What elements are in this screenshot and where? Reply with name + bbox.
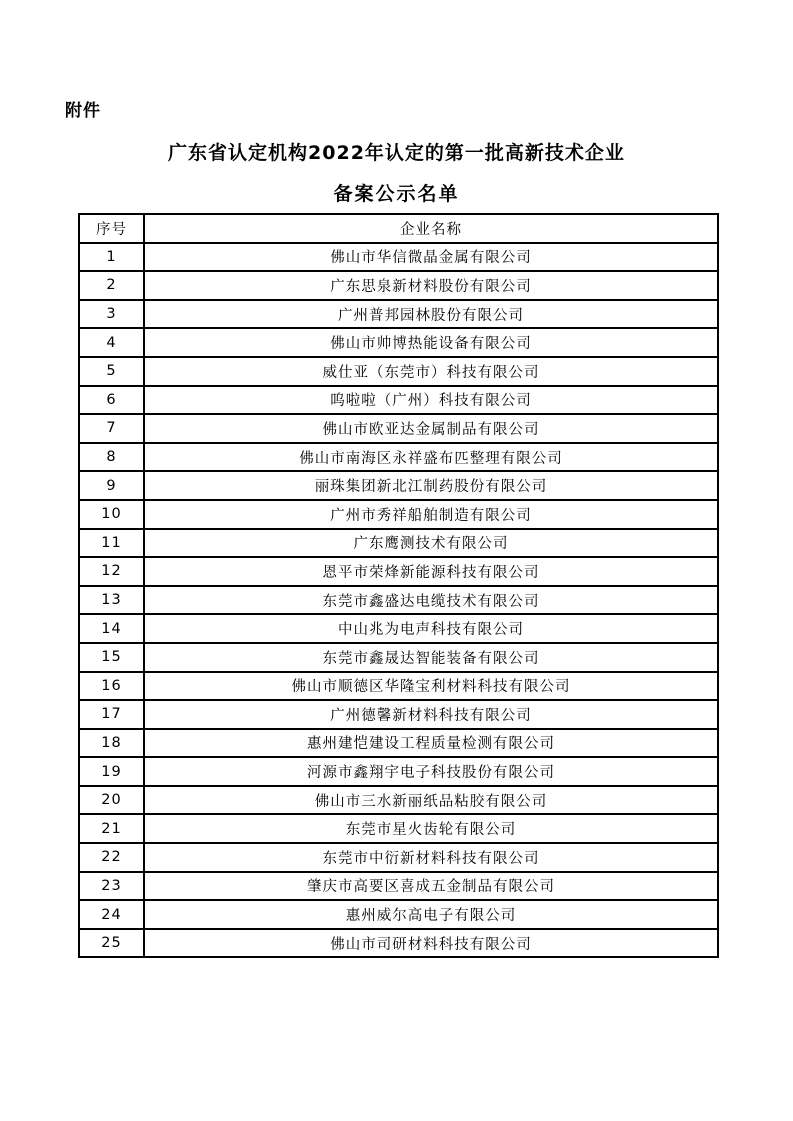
row-serial-number: 19	[79, 757, 144, 786]
row-serial-number: 8	[79, 443, 144, 472]
row-serial-number: 22	[79, 843, 144, 872]
row-serial-number: 13	[79, 586, 144, 615]
row-serial-number: 17	[79, 700, 144, 729]
row-company-name: 佛山市三水新丽纸品粘胶有限公司	[144, 786, 718, 815]
row-serial-number: 10	[79, 500, 144, 529]
table-row	[79, 786, 718, 815]
table-row	[79, 729, 718, 758]
table-row	[79, 471, 718, 500]
row-company-name: 佛山市华信微晶金属有限公司	[144, 243, 718, 272]
table-row	[79, 557, 718, 586]
row-company-name: 广州德馨新材料科技有限公司	[144, 700, 718, 729]
table-header-row	[79, 214, 718, 243]
table-row	[79, 414, 718, 443]
document-title-line1: 广东省认定机构2022年认定的第一批高新技术企业	[168, 142, 625, 164]
row-company-name: 广东鹰测技术有限公司	[144, 529, 718, 558]
table-row	[79, 300, 718, 329]
table-row	[79, 672, 718, 701]
row-company-name: 呜啦啦（广州）科技有限公司	[144, 386, 718, 415]
row-company-name: 丽珠集团新北江制药股份有限公司	[144, 471, 718, 500]
row-serial-number: 1	[79, 243, 144, 272]
row-serial-number: 23	[79, 872, 144, 901]
row-serial-number: 3	[79, 300, 144, 329]
row-company-name: 中山兆为电声科技有限公司	[144, 614, 718, 643]
table-row	[79, 900, 718, 929]
row-company-name: 东莞市中衍新材料科技有限公司	[144, 843, 718, 872]
row-company-name: 佛山市帅博热能设备有限公司	[144, 328, 718, 357]
table-row	[79, 586, 718, 615]
row-company-name: 东莞市鑫晟达智能装备有限公司	[144, 643, 718, 672]
row-company-name: 佛山市南海区永祥盛布匹整理有限公司	[144, 443, 718, 472]
row-serial-number: 7	[79, 414, 144, 443]
table-row	[79, 529, 718, 558]
table-row	[79, 328, 718, 357]
row-company-name: 惠州威尔高电子有限公司	[144, 900, 718, 929]
row-serial-number: 24	[79, 900, 144, 929]
table-row	[79, 872, 718, 901]
table-row	[79, 814, 718, 843]
table-row	[79, 614, 718, 643]
row-company-name: 佛山市顺德区华隆宝利材料科技有限公司	[144, 672, 718, 701]
table-row	[79, 500, 718, 529]
table-row	[79, 443, 718, 472]
header-company-name: 企业名称	[144, 214, 718, 243]
row-serial-number: 11	[79, 529, 144, 558]
header-serial-number: 序号	[79, 214, 144, 243]
row-company-name: 肇庆市高要区喜成五金制品有限公司	[144, 872, 718, 901]
row-serial-number: 5	[79, 357, 144, 386]
row-company-name: 惠州建恺建设工程质量检测有限公司	[144, 729, 718, 758]
row-serial-number: 15	[79, 643, 144, 672]
table-row	[79, 271, 718, 300]
row-company-name: 佛山市司研材料科技有限公司	[144, 929, 718, 958]
row-serial-number: 25	[79, 929, 144, 958]
attachment-label: 附件	[65, 101, 101, 121]
row-serial-number: 21	[79, 814, 144, 843]
row-company-name: 恩平市荣烽新能源科技有限公司	[144, 557, 718, 586]
table-body	[79, 243, 718, 958]
table-row	[79, 757, 718, 786]
row-serial-number: 14	[79, 614, 144, 643]
row-serial-number: 6	[79, 386, 144, 415]
table-row	[79, 700, 718, 729]
company-roster-table	[78, 213, 719, 958]
row-serial-number: 16	[79, 672, 144, 701]
row-company-name: 广东思泉新材料股份有限公司	[144, 271, 718, 300]
row-serial-number: 12	[79, 557, 144, 586]
row-serial-number: 9	[79, 471, 144, 500]
row-company-name: 广州市秀祥船舶制造有限公司	[144, 500, 718, 529]
row-company-name: 广州普邦园林股份有限公司	[144, 300, 718, 329]
table-row	[79, 843, 718, 872]
row-company-name: 佛山市欧亚达金属制品有限公司	[144, 414, 718, 443]
row-company-name: 东莞市鑫盛达电缆技术有限公司	[144, 586, 718, 615]
row-company-name: 东莞市星火齿轮有限公司	[144, 814, 718, 843]
row-serial-number: 2	[79, 271, 144, 300]
table-row	[79, 386, 718, 415]
document-title-line2: 备案公示名单	[333, 183, 460, 205]
table-row	[79, 643, 718, 672]
row-serial-number: 18	[79, 729, 144, 758]
table-row	[79, 243, 718, 272]
row-serial-number: 20	[79, 786, 144, 815]
table-row	[79, 357, 718, 386]
row-company-name: 河源市鑫翔宇电子科技股份有限公司	[144, 757, 718, 786]
table-row	[79, 929, 718, 958]
row-serial-number: 4	[79, 328, 144, 357]
row-company-name: 威仕亚（东莞市）科技有限公司	[144, 357, 718, 386]
